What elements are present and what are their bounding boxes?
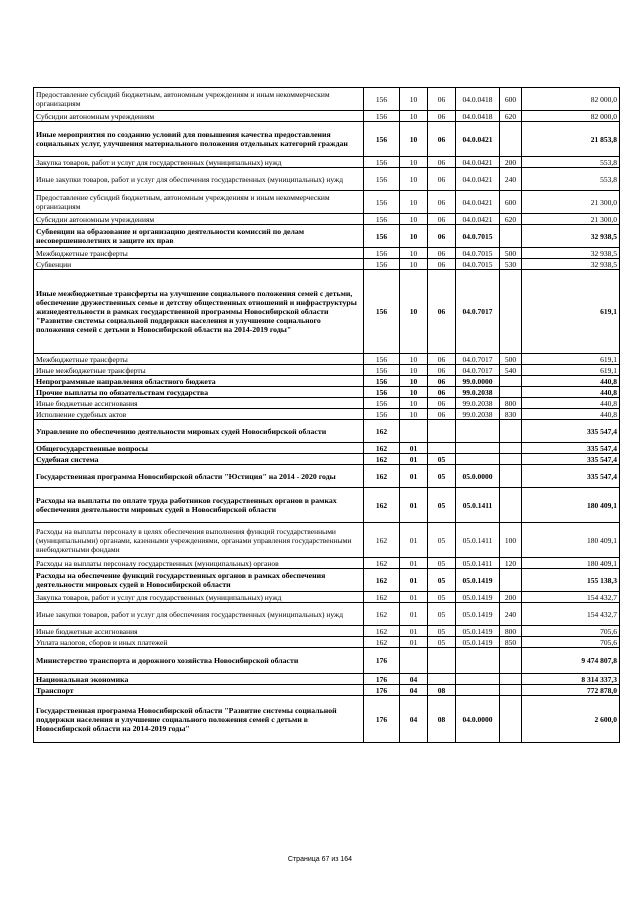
section-code-cell: 01 (400, 569, 428, 592)
row-name-cell: Исполнение судебных актов (34, 409, 364, 420)
row-name-cell: Государственная программа Новосибирской области "Юстиция" на 2014 - 2020 годы (34, 465, 364, 488)
subsection-code-cell: 06 (428, 387, 456, 398)
expense-type-cell: 100 (500, 523, 522, 558)
subsection-code-cell: 05 (428, 558, 456, 569)
table-row (34, 365, 620, 376)
table-row (34, 88, 620, 111)
target-article-cell: 99.0.2038 (456, 398, 500, 409)
target-article-cell: 99.0.2038 (456, 409, 500, 420)
amount-cell: 32 938,5 (522, 225, 620, 248)
expense-type-cell (500, 648, 522, 674)
amount-cell: 32 938,5 (522, 259, 620, 270)
table-row (34, 420, 620, 443)
subsection-code-cell: 05 (428, 603, 456, 626)
row-name-cell: Иные мероприятия по созданию условий для повышения качества предоставления социальных услуг, улучшения материального положения отдельных категорий граждан (34, 122, 364, 157)
amount-cell: 21 300,0 (522, 191, 620, 214)
target-article-cell: 05.0.1411 (456, 523, 500, 558)
table-row (34, 648, 620, 674)
expense-type-cell (500, 270, 522, 354)
target-article-cell (456, 648, 500, 674)
table-row (34, 685, 620, 696)
amount-cell: 21 300,0 (522, 214, 620, 225)
row-name-cell: Закупка товаров, работ и услуг для государственных (муниципальных) нужд (34, 157, 364, 168)
ministry-code-cell: 156 (364, 248, 400, 259)
target-article-cell: 04.0.7017 (456, 354, 500, 365)
row-name-cell: Иные межбюджетные трансферты (34, 365, 364, 376)
ministry-code-cell: 162 (364, 558, 400, 569)
target-article-cell: 05.0.1419 (456, 626, 500, 637)
table-row (34, 558, 620, 569)
expense-type-cell: 800 (500, 398, 522, 409)
subsection-code-cell: 06 (428, 214, 456, 225)
target-article-cell: 04.0.0000 (456, 696, 500, 743)
section-code-cell (400, 648, 428, 674)
expense-type-cell: 600 (500, 191, 522, 214)
amount-cell: 9 474 807,8 (522, 648, 620, 674)
expense-type-cell (500, 488, 522, 523)
subsection-code-cell: 08 (428, 696, 456, 743)
section-code-cell: 01 (400, 465, 428, 488)
section-code-cell (400, 420, 428, 443)
expense-type-cell: 620 (500, 214, 522, 225)
section-code-cell: 10 (400, 111, 428, 122)
row-name-cell: Транспорт (34, 685, 364, 696)
row-name-cell: Межбюджетные трансферты (34, 354, 364, 365)
subsection-code-cell (428, 443, 456, 454)
table-row (34, 626, 620, 637)
ministry-code-cell: 176 (364, 674, 400, 685)
target-article-cell: 05.0.1419 (456, 592, 500, 603)
row-name-cell: Расходы на выплаты персоналу в целях обеспечения выполнения функций государственными (муниципальными) органами, казенными учреждениями, органами управления государственными внебюджетными фондами (34, 523, 364, 558)
table-body (34, 88, 620, 743)
subsection-code-cell: 06 (428, 259, 456, 270)
table-row (34, 122, 620, 157)
target-article-cell: 04.0.0418 (456, 88, 500, 111)
target-article-cell: 05.0.1419 (456, 637, 500, 648)
expense-type-cell: 600 (500, 88, 522, 111)
section-code-cell: 10 (400, 387, 428, 398)
section-code-cell: 01 (400, 603, 428, 626)
table-row (34, 592, 620, 603)
target-article-cell: 04.0.0418 (456, 111, 500, 122)
ministry-code-cell: 156 (364, 191, 400, 214)
ministry-code-cell: 162 (364, 603, 400, 626)
row-name-cell: Расходы на обеспечение функций государственных органов в рамках обеспечения деятельности мировых судей в Новосибирской области (34, 569, 364, 592)
table-row (34, 354, 620, 365)
row-name-cell: Национальная экономика (34, 674, 364, 685)
ministry-code-cell: 156 (364, 122, 400, 157)
expense-type-cell (500, 376, 522, 387)
target-article-cell: 04.0.0421 (456, 122, 500, 157)
ministry-code-cell: 156 (364, 168, 400, 191)
ministry-code-cell: 176 (364, 685, 400, 696)
section-code-cell: 04 (400, 696, 428, 743)
subsection-code-cell: 06 (428, 398, 456, 409)
row-name-cell: Предоставление субсидий бюджетным, автономным учреждениям и иным некоммерческим организациям (34, 88, 364, 111)
table-row (34, 569, 620, 592)
amount-cell: 335 547,4 (522, 465, 620, 488)
section-code-cell: 01 (400, 592, 428, 603)
target-article-cell: 99.0.2038 (456, 387, 500, 398)
amount-cell: 705,6 (522, 626, 620, 637)
section-code-cell: 01 (400, 454, 428, 465)
expense-type-cell (500, 465, 522, 488)
row-name-cell: Закупка товаров, работ и услуг для государственных (муниципальных) нужд (34, 592, 364, 603)
subsection-code-cell: 06 (428, 168, 456, 191)
amount-cell: 335 547,4 (522, 420, 620, 443)
section-code-cell: 01 (400, 443, 428, 454)
ministry-code-cell: 162 (364, 569, 400, 592)
amount-cell: 553,8 (522, 157, 620, 168)
expense-type-cell (500, 122, 522, 157)
ministry-code-cell: 162 (364, 465, 400, 488)
target-article-cell: 04.0.0421 (456, 191, 500, 214)
subsection-code-cell: 06 (428, 365, 456, 376)
section-code-cell: 10 (400, 157, 428, 168)
amount-cell: 619,1 (522, 365, 620, 376)
amount-cell: 154 432,7 (522, 592, 620, 603)
amount-cell: 440,8 (522, 409, 620, 420)
table-row (34, 696, 620, 743)
target-article-cell: 05.0.1419 (456, 603, 500, 626)
table-row (34, 443, 620, 454)
expense-type-cell (500, 569, 522, 592)
row-name-cell: Иные межбюджетные трансферты на улучшение социального положения семей с детьми, обеспечение дружественных семье и детству общественных отношений и инфраструктуры жизнедеятельности в рамках государственной программы Новосибирской области "Развитие системы социальной поддержки населения и улучшение социального положения семей с детьми в Новосибирской области на 2014-2019 годы" (34, 270, 364, 354)
target-article-cell: 04.0.0421 (456, 214, 500, 225)
expense-type-cell: 620 (500, 111, 522, 122)
expense-type-cell: 240 (500, 168, 522, 191)
ministry-code-cell: 156 (364, 111, 400, 122)
ministry-code-cell: 162 (364, 592, 400, 603)
ministry-code-cell: 156 (364, 214, 400, 225)
section-code-cell: 10 (400, 191, 428, 214)
row-name-cell: Судебная система (34, 454, 364, 465)
expense-type-cell: 200 (500, 157, 522, 168)
section-code-cell: 10 (400, 354, 428, 365)
ministry-code-cell: 156 (364, 157, 400, 168)
expense-type-cell (500, 443, 522, 454)
ministry-code-cell: 162 (364, 454, 400, 465)
table-row (34, 259, 620, 270)
amount-cell: 82 000,0 (522, 111, 620, 122)
row-name-cell: Субсидии автономным учреждениям (34, 214, 364, 225)
section-code-cell: 10 (400, 122, 428, 157)
subsection-code-cell: 06 (428, 225, 456, 248)
expense-type-cell (500, 454, 522, 465)
ministry-code-cell: 156 (364, 365, 400, 376)
ministry-code-cell: 156 (364, 225, 400, 248)
row-name-cell: Государственная программа Новосибирской области "Развитие системы социальной поддержки населения и улучшение социального положения семей с детьми в Новосибирской области на 2014-2019 годы" (34, 696, 364, 743)
row-name-cell: Субсидии автономным учреждениям (34, 111, 364, 122)
expense-type-cell (500, 420, 522, 443)
ministry-code-cell: 156 (364, 387, 400, 398)
amount-cell: 154 432,7 (522, 603, 620, 626)
target-article-cell: 04.0.0421 (456, 168, 500, 191)
expense-type-cell (500, 674, 522, 685)
section-code-cell: 10 (400, 376, 428, 387)
section-code-cell: 10 (400, 409, 428, 420)
table-row (34, 270, 620, 354)
budget-table (33, 87, 620, 743)
ministry-code-cell: 162 (364, 420, 400, 443)
subsection-code-cell (428, 420, 456, 443)
section-code-cell: 01 (400, 626, 428, 637)
amount-cell: 619,1 (522, 270, 620, 354)
ministry-code-cell: 162 (364, 523, 400, 558)
amount-cell: 440,8 (522, 387, 620, 398)
expense-type-cell: 200 (500, 592, 522, 603)
table-row (34, 674, 620, 685)
amount-cell: 772 878,0 (522, 685, 620, 696)
expense-type-cell: 540 (500, 365, 522, 376)
expense-type-cell: 500 (500, 248, 522, 259)
table-row (34, 603, 620, 626)
target-article-cell: 99.0.0000 (456, 376, 500, 387)
amount-cell: 21 853,8 (522, 122, 620, 157)
expense-type-cell (500, 696, 522, 743)
row-name-cell: Управление по обеспечению деятельности мировых судей Новосибирской области (34, 420, 364, 443)
section-code-cell: 10 (400, 88, 428, 111)
ministry-code-cell: 156 (364, 398, 400, 409)
subsection-code-cell: 05 (428, 626, 456, 637)
section-code-cell: 10 (400, 225, 428, 248)
section-code-cell: 01 (400, 637, 428, 648)
expense-type-cell: 830 (500, 409, 522, 420)
section-code-cell: 04 (400, 685, 428, 696)
section-code-cell: 10 (400, 168, 428, 191)
ministry-code-cell: 162 (364, 488, 400, 523)
target-article-cell: 04.0.0421 (456, 157, 500, 168)
subsection-code-cell: 05 (428, 637, 456, 648)
subsection-code-cell: 06 (428, 88, 456, 111)
expense-type-cell: 240 (500, 603, 522, 626)
row-name-cell: Расходы на выплаты по оплате труда работников государственных органов в рамках обеспечения деятельности мировых судей в Новосибирской области (34, 488, 364, 523)
expense-type-cell (500, 685, 522, 696)
target-article-cell: 05.0.0000 (456, 465, 500, 488)
ministry-code-cell: 156 (364, 354, 400, 365)
subsection-code-cell: 05 (428, 523, 456, 558)
row-name-cell: Иные закупки товаров, работ и услуг для обеспечения государственных (муниципальных) нужд (34, 603, 364, 626)
row-name-cell: Непрограммные направления областного бюджета (34, 376, 364, 387)
subsection-code-cell: 06 (428, 270, 456, 354)
table-row (34, 454, 620, 465)
section-code-cell: 01 (400, 488, 428, 523)
table-row (34, 168, 620, 191)
amount-cell: 335 547,4 (522, 443, 620, 454)
subsection-code-cell: 05 (428, 569, 456, 592)
target-article-cell (456, 443, 500, 454)
target-article-cell (456, 420, 500, 443)
expense-type-cell: 800 (500, 626, 522, 637)
amount-cell: 82 000,0 (522, 88, 620, 111)
row-name-cell: Прочие выплаты по обязательствам государства (34, 387, 364, 398)
table-row (34, 214, 620, 225)
subsection-code-cell: 06 (428, 248, 456, 259)
table-row (34, 248, 620, 259)
target-article-cell: 04.0.7017 (456, 365, 500, 376)
subsection-code-cell (428, 674, 456, 685)
target-article-cell: 05.0.1419 (456, 569, 500, 592)
ministry-code-cell: 176 (364, 648, 400, 674)
ministry-code-cell: 162 (364, 626, 400, 637)
section-code-cell: 01 (400, 558, 428, 569)
row-name-cell: Уплата налогов, сборов и иных платежей (34, 637, 364, 648)
expense-type-cell: 500 (500, 354, 522, 365)
expense-type-cell: 850 (500, 637, 522, 648)
subsection-code-cell: 05 (428, 488, 456, 523)
target-article-cell (456, 674, 500, 685)
table-row (34, 191, 620, 214)
table-row (34, 398, 620, 409)
target-article-cell: 04.0.7017 (456, 270, 500, 354)
ministry-code-cell: 162 (364, 637, 400, 648)
table-row (34, 225, 620, 248)
target-article-cell: 04.0.7015 (456, 225, 500, 248)
subsection-code-cell: 05 (428, 465, 456, 488)
amount-cell: 180 409,1 (522, 488, 620, 523)
table-row (34, 465, 620, 488)
row-name-cell: Министерство транспорта и дорожного хозяйства Новосибирской области (34, 648, 364, 674)
subsection-code-cell: 05 (428, 592, 456, 603)
target-article-cell: 05.0.1411 (456, 558, 500, 569)
amount-cell: 155 138,3 (522, 569, 620, 592)
row-name-cell: Иные бюджетные ассигнования (34, 398, 364, 409)
table-row (34, 111, 620, 122)
table-row (34, 387, 620, 398)
table-row (34, 376, 620, 387)
amount-cell: 705,6 (522, 637, 620, 648)
amount-cell: 335 547,4 (522, 454, 620, 465)
subsection-code-cell: 05 (428, 454, 456, 465)
target-article-cell: 04.0.7015 (456, 259, 500, 270)
row-name-cell: Межбюджетные трансферты (34, 248, 364, 259)
amount-cell: 2 600,0 (522, 696, 620, 743)
subsection-code-cell: 06 (428, 409, 456, 420)
subsection-code-cell: 06 (428, 122, 456, 157)
row-name-cell: Субвенции (34, 259, 364, 270)
section-code-cell: 10 (400, 365, 428, 376)
row-name-cell: Общегосударственные вопросы (34, 443, 364, 454)
ministry-code-cell: 156 (364, 88, 400, 111)
row-name-cell: Иные закупки товаров, работ и услуг для обеспечения государственных (муниципальных) нужд (34, 168, 364, 191)
ministry-code-cell: 176 (364, 696, 400, 743)
amount-cell: 619,1 (522, 354, 620, 365)
row-name-cell: Субвенции на образование и организацию деятельности комиссий по делам несовершеннолетних и защите их прав (34, 225, 364, 248)
ministry-code-cell: 156 (364, 409, 400, 420)
ministry-code-cell: 162 (364, 443, 400, 454)
target-article-cell: 04.0.7015 (456, 248, 500, 259)
amount-cell: 553,8 (522, 168, 620, 191)
amount-cell: 180 409,1 (522, 523, 620, 558)
subsection-code-cell: 06 (428, 376, 456, 387)
table-row (34, 409, 620, 420)
subsection-code-cell: 08 (428, 685, 456, 696)
amount-cell: 440,8 (522, 376, 620, 387)
subsection-code-cell: 06 (428, 354, 456, 365)
section-code-cell: 10 (400, 398, 428, 409)
target-article-cell: 05.0.1411 (456, 488, 500, 523)
section-code-cell: 10 (400, 248, 428, 259)
row-name-cell: Расходы на выплаты персоналу государственных (муниципальных) органов (34, 558, 364, 569)
row-name-cell: Предоставление субсидий бюджетным, автономным учреждениям и иным некоммерческим организациям (34, 191, 364, 214)
section-code-cell: 10 (400, 259, 428, 270)
expense-type-cell (500, 225, 522, 248)
section-code-cell: 01 (400, 523, 428, 558)
amount-cell: 8 314 337,3 (522, 674, 620, 685)
section-code-cell: 10 (400, 214, 428, 225)
subsection-code-cell: 06 (428, 111, 456, 122)
expense-type-cell: 120 (500, 558, 522, 569)
table-row (34, 488, 620, 523)
ministry-code-cell: 156 (364, 270, 400, 354)
target-article-cell (456, 454, 500, 465)
subsection-code-cell: 06 (428, 157, 456, 168)
section-code-cell: 04 (400, 674, 428, 685)
page-number: Страница 67 из 164 (287, 856, 353, 863)
subsection-code-cell (428, 648, 456, 674)
target-article-cell (456, 685, 500, 696)
ministry-code-cell: 156 (364, 259, 400, 270)
row-name-cell: Иные бюджетные ассигнования (34, 626, 364, 637)
subsection-code-cell: 06 (428, 191, 456, 214)
table-row (34, 523, 620, 558)
amount-cell: 440,8 (522, 398, 620, 409)
table-row (34, 157, 620, 168)
ministry-code-cell: 156 (364, 376, 400, 387)
expense-type-cell (500, 387, 522, 398)
expense-type-cell: 530 (500, 259, 522, 270)
amount-cell: 180 409,1 (522, 558, 620, 569)
section-code-cell: 10 (400, 270, 428, 354)
table-row (34, 637, 620, 648)
amount-cell: 32 938,5 (522, 248, 620, 259)
